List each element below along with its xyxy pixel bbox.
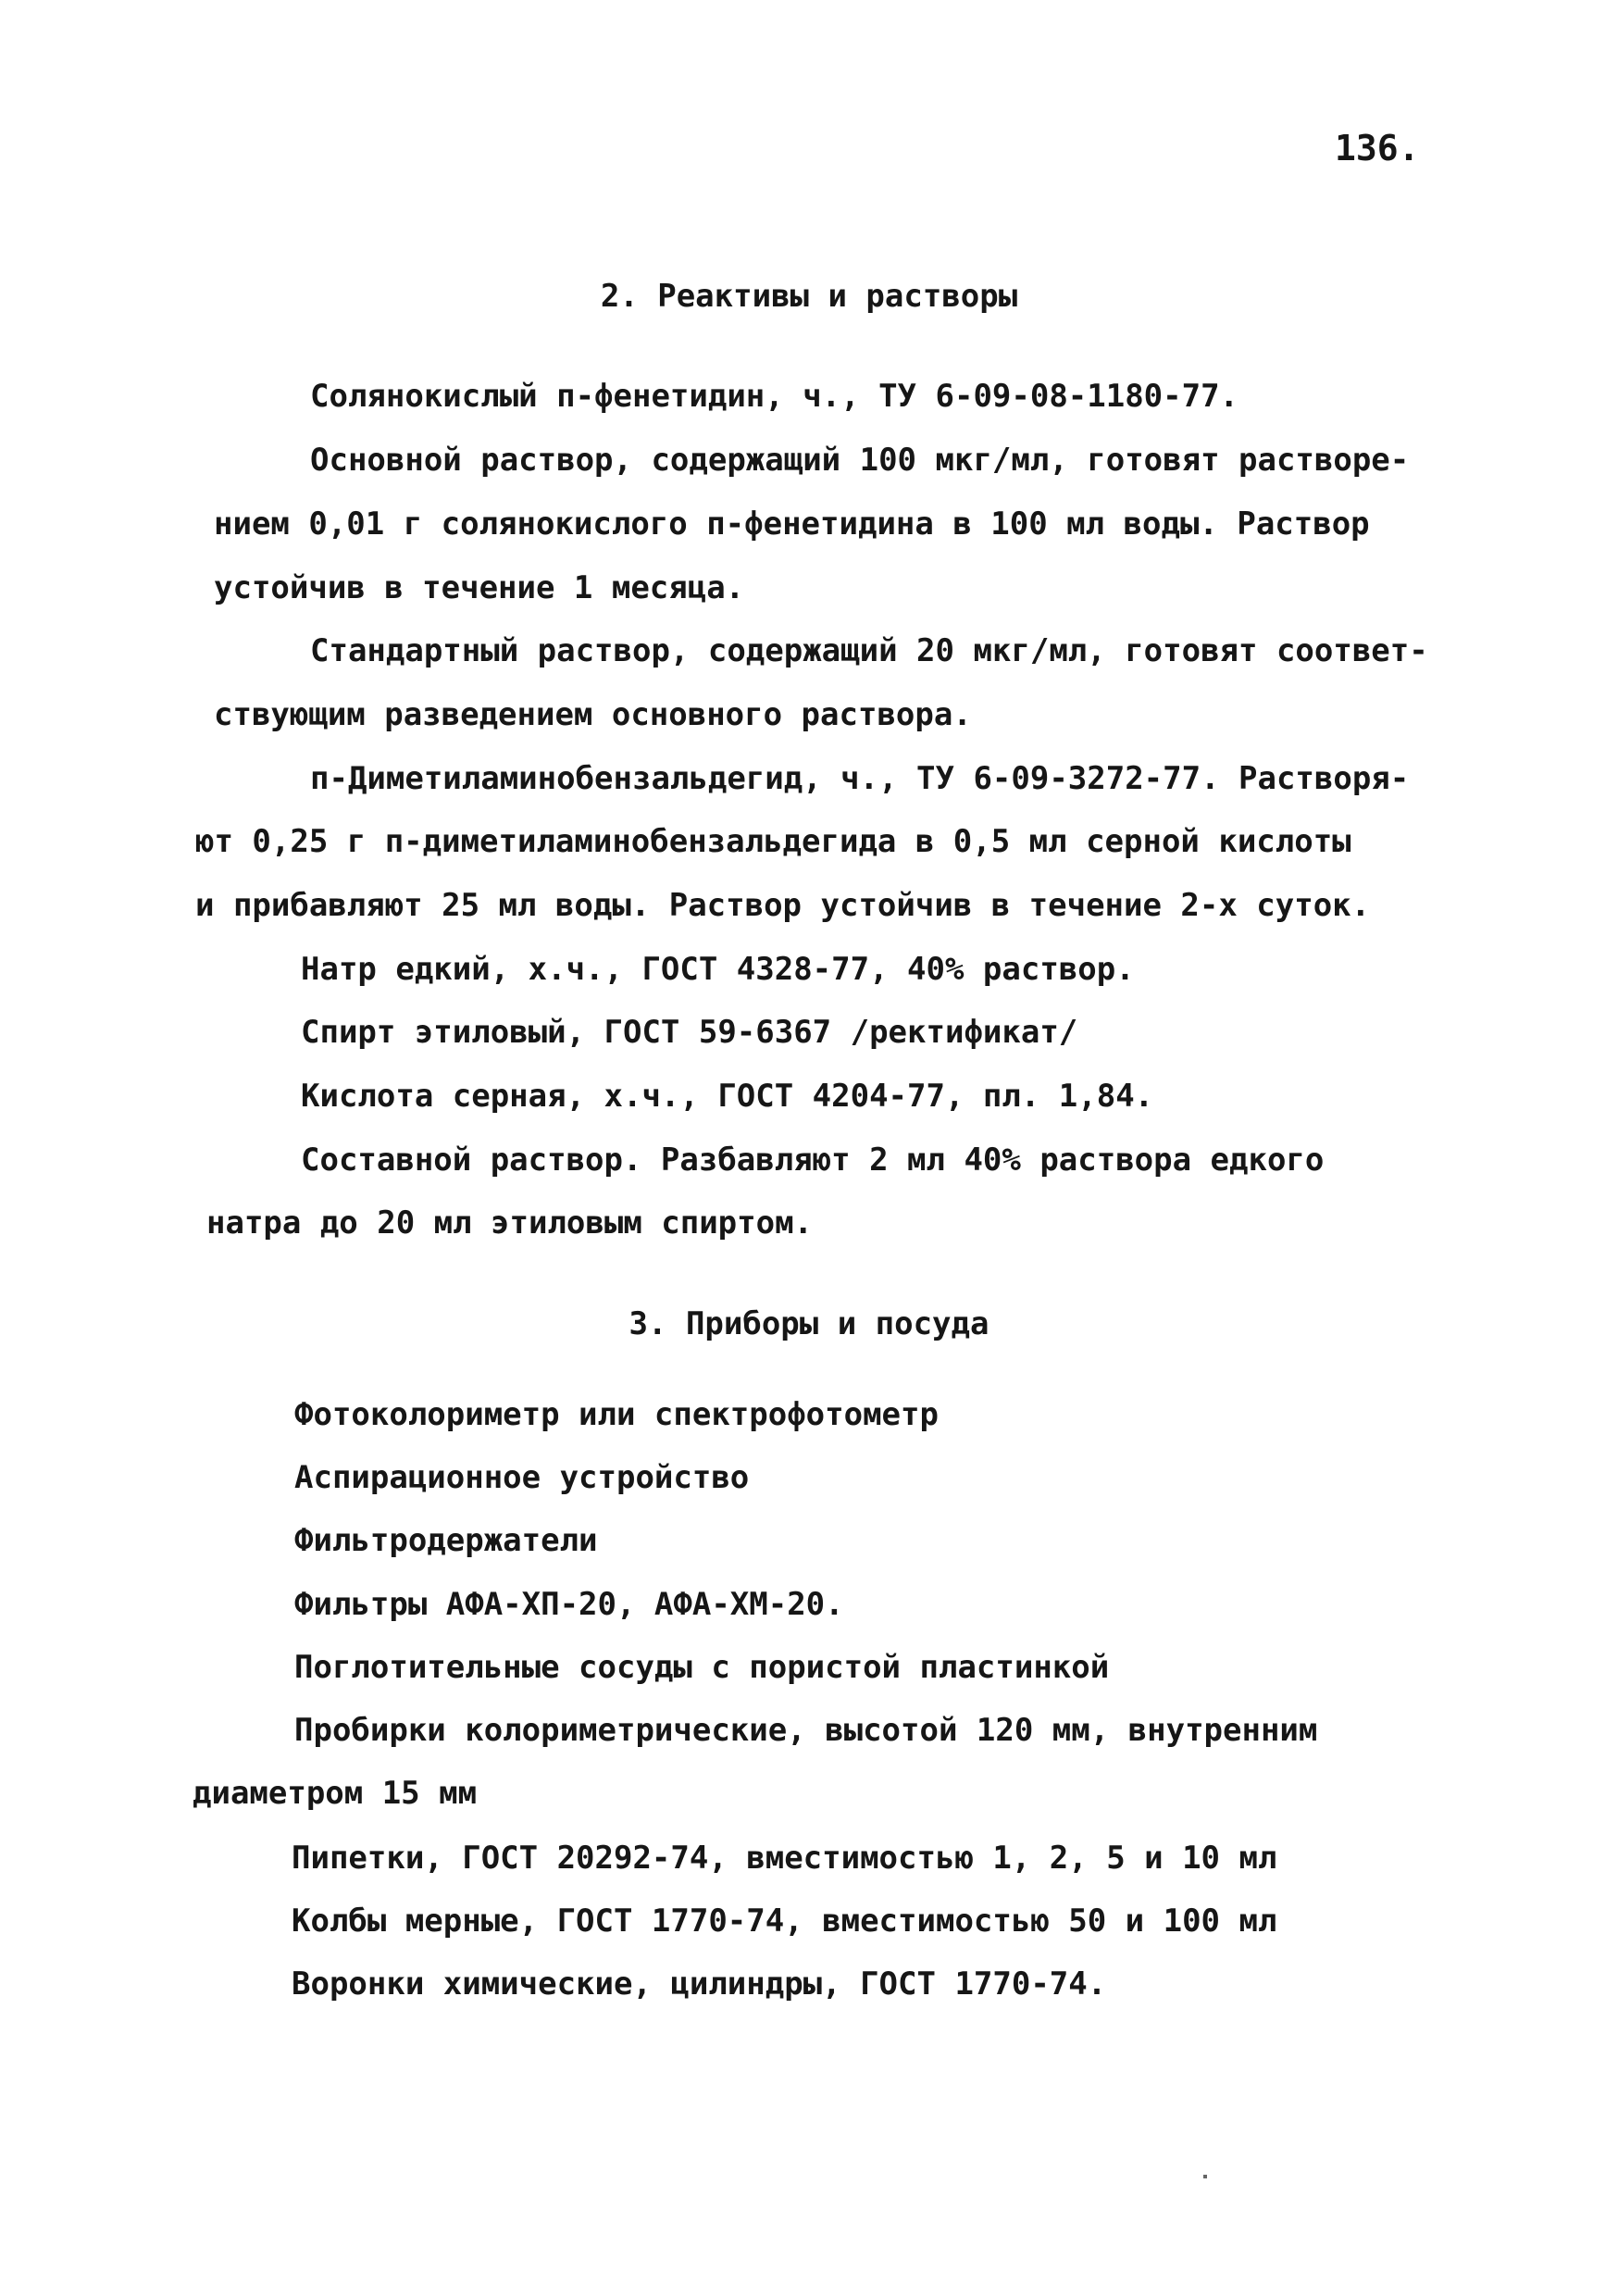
- section-2-line: Натр едкий, х.ч., ГОСТ 4328-77, 40% раствор.: [301, 951, 1135, 988]
- section-3-line: Фотоколориметр или спектрофотометр: [294, 1396, 939, 1433]
- section-2-line: натра до 20 мл этиловым спиртом.: [206, 1204, 814, 1242]
- section-3-line: Поглотительные сосуды с пористой пластинкой: [294, 1649, 1110, 1686]
- section-2-line: и прибавляют 25 мл воды. Раствор устойчив в течение 2-х суток.: [195, 887, 1371, 924]
- section-3-line: диаметром 15 мм: [193, 1775, 478, 1812]
- scan-speck: [1203, 2175, 1207, 2178]
- section-3-line: Колбы мерные, ГОСТ 1770-74, вместимостью 50 и 100 мл: [292, 1903, 1277, 1940]
- section-3-line: Аспирационное устройство: [294, 1459, 750, 1496]
- section-3-line: Фильтродержатели: [294, 1522, 598, 1559]
- section-3-heading: 3. Приборы и посуда: [629, 1305, 989, 1342]
- section-2-line: п-Диметиламинобензальдегид, ч., ТУ 6-09-3272-77. Растворя-: [310, 760, 1410, 797]
- section-2-line: нием 0,01 г солянокислого п-фенетидина в 100 мл воды. Раствор: [214, 505, 1370, 543]
- section-2-line: ют 0,25 г п-диметиламинобензальдегида в 0,5 мл серной кислоты: [195, 823, 1351, 860]
- section-2-line: ствующим разведением основного раствора.: [214, 696, 972, 733]
- section-3-line: Пробирки колориметрические, высотой 120 мм, внутренним: [294, 1712, 1318, 1749]
- section-2-line: Кислота серная, х.ч., ГОСТ 4204-77, пл. 1,84.: [301, 1078, 1154, 1115]
- section-3-line: Пипетки, ГОСТ 20292-74, вместимостью 1, 2, 5 и 10 мл: [292, 1840, 1277, 1877]
- page-number: 136.: [1335, 128, 1420, 168]
- section-3-line: Фильтры АФА-ХП-20, АФА-ХМ-20.: [294, 1586, 844, 1623]
- section-2-line: Стандартный раствор, содержащий 20 мкг/мл, готовят соответ-: [310, 632, 1428, 669]
- section-2-line: устойчив в течение 1 месяца.: [214, 569, 745, 606]
- section-2-line: Составной раствор. Разбавляют 2 мл 40% раствора едкого: [301, 1142, 1325, 1179]
- section-2-line: Спирт этиловый, ГОСТ 59-6367 /ректификат/: [301, 1014, 1078, 1051]
- section-2-line: Основной раствор, содержащий 100 мкг/мл, готовят растворе-: [310, 442, 1410, 479]
- section-2-line: Солянокислый п-фенетидин, ч., ТУ 6-09-08-1180-77.: [310, 378, 1239, 415]
- section-3-line: Воронки химические, цилиндры, ГОСТ 1770-74.: [292, 1965, 1107, 2003]
- section-2-heading: 2. Реактивы и растворы: [600, 278, 1018, 315]
